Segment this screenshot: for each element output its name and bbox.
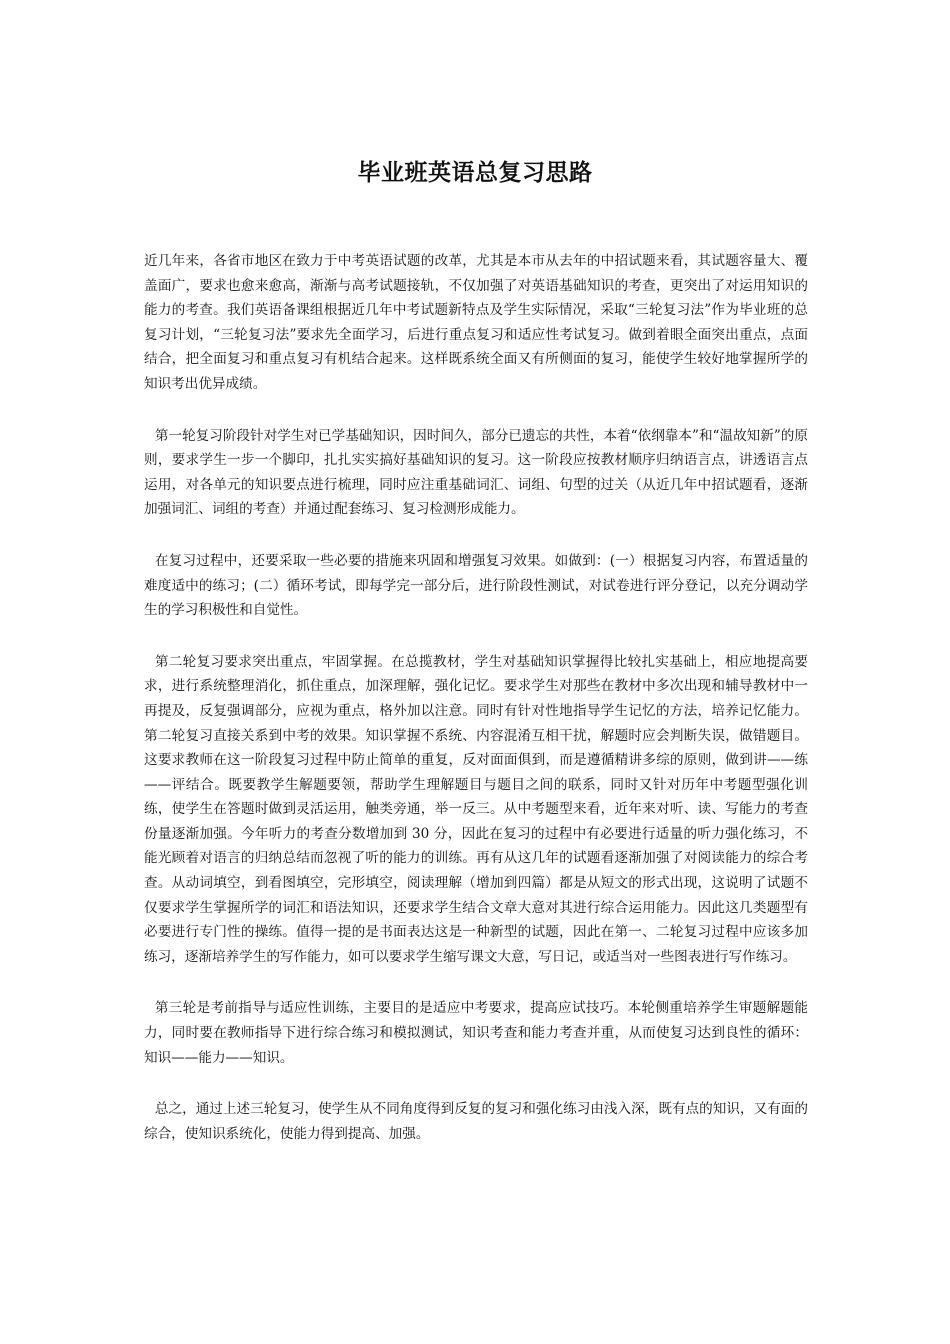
paragraph-review-measures: 在复习过程中，还要采取一些必要的措施来巩固和增强复习效果。如做到：(一）根据复习内容，布置适量的难度适中的练习；(二）循环考试，即每学完一部分后，进行阶段性测试，对试卷进行评分登记，以充分调动学生的学习积极性和自觉性。	[144, 552, 808, 619]
paragraph-first-round: 第一轮复习阶段针对学生对已学基础知识，因时间久，部分已遗忘的共性，本着“依纲靠本”和“温故知新”的原则，要求学生一步一个脚印，扎扎实实搞好基础知识的复习。这一阶段应按教材顺序归纳语言点，讲透语言点运用，对各单元的知识要点进行梳理，同时应注重基础词汇、词组、句型的过关（从近几年中招试题看，逐渐加强词汇、词组的考查）并通过配套练习、复习检测形成能力。	[144, 427, 808, 518]
document-body	[144, 249, 808, 1173]
paragraph-intro: 近几年来，各省市地区在致力于中考英语试题的改革，尤其是本市从去年的中招试题来看，其试题容量大、覆盖面广，要求也愈来愈高，渐渐与高考试题接轨，不仅加强了对英语基础知识的考查，更突出了对运用知识的能力的考查。我们英语备课组根据近几年中考试题新特点及学生实际情况，采取“三轮复习法”作为毕业班的总复习计划，“三轮复习法”要求先全面学习，后进行重点复习和适应性考试复习。做到着眼全面突出重点，点面结合，把全面复习和重点复习有机结合起来。这样既系统全面又有所侧面的复习，能使学生较好地掌握所学的知识考出优异成绩。	[144, 253, 808, 392]
paragraph-conclusion: 总之，通过上述三轮复习，使学生从不同角度得到反复的复习和强化练习由浅入深，既有点的知识，又有面的综合，使知识系统化，使能力得到提高、加强。	[144, 1101, 808, 1142]
paragraph-second-round: 第二轮复习要求突出重点，牢固掌握。在总揽教材，学生对基础知识掌握得比较扎实基础上，相应地提高要求，进行系统整理消化，抓住重点，加深理解，强化记忆。要求学生对那些在教材中多次出现和辅导教材中一再提及，反复强调部分，应视为重点，格外加以注意。同时有针对性地指导学生记忆的方法，培养记忆能力。第二轮复习直接关系到中考的效果。知识掌握不系统、内容混淆互相干扰，解题时应会判断失误，做错题目。这要求教师在这一阶段复习过程中防止简单的重复，反对面面俱到，而是遵循精讲多综的原则，做到讲——练——评结合。既要教学生解题要领，帮助学生理解题目与题目之间的联系，同时又针对历年中考题型强化训练，使学生在答题时做到灵活运用，触类旁通，举一反三。从中考题型来看，近年来对听、读、写能力的考查份量逐渐加强。今年听力的考查分数增加到 30 分，因此在复习的过程中有必要进行适量的听力强化练习，不能光顾着对语言的归纳总结而忽视了听的能力的训练。再有从这几年的试题看逐渐加强了对阅读能力的综合考查。从动词填空，到看图填空，完形填空，阅读理解（增加到四篇）都是从短文的形式出现，这说明了试题不仅要求学生掌握所学的词汇和语法知识，还要求学生结合文章大意对其进行综合运用能力。因此这几类题型有必要进行专门性的操练。值得一提的是书面表达这是一种新型的试题，因此在第一、二轮复习过程中应该多加练习，逐渐培养学生的写作能力，如可以要求学生缩写课文大意，写日记，或适当对一些图表进行写作练习。	[144, 653, 808, 965]
paragraph-third-round: 第三轮是考前指导与适应性训练，主要目的是适应中考要求，提高应试技巧。本轮侧重培养学生审题解题能力，同时要在教师指导下进行综合练习和模拟测试，知识考查和能力考查并重，从而使复习达到良性的循环：知识——能力——知识。	[144, 1000, 808, 1066]
document-title: 毕业班英语总复习思路	[357, 160, 593, 186]
